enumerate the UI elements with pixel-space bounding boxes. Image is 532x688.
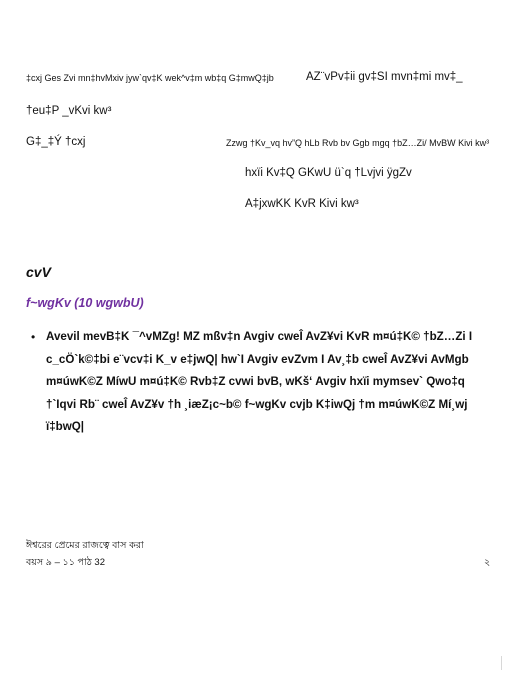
paragraph-line: Avevil mevB‡K ¯^vMZg! MZ mßv‡n Avgiv cweÎ AvZ¥vi KvR m¤ú‡K© †bZ…Zi I [46,330,473,343]
header-line3-left: G‡_‡Ý †cxj [26,136,86,148]
paragraph-line: m¤úwK©Z MíwU m¤ú‡K© Rvb‡Z cvwi bvB, wKš‘ Avgiv hxïi mymsev` Qwo‡q [46,375,465,388]
bullet-marker: • [31,330,36,344]
footer-lesson: বয়স ৯ – ১১ পাঠ 32 [26,557,105,568]
header-line3-right: Zzwg †Kv_vq hv”Q hLb Rvb bv Ggb mgq †bZ…Zi/ MvBW Kivi kw³ [226,138,490,148]
header-line5: A‡jxwKK KvR Kivi kw³ [245,198,359,210]
paragraph-line: ï‡bwQ| [46,420,85,433]
section-subheading: f~wgKv (10 wgwbU) [26,296,144,310]
header-line1-right: AZ¨vPv‡ii gv‡SI mvn‡mi mv‡_ [306,71,463,83]
header-line4: hxïi Kv‡Q GKwU ü`q †Lvjvi ÿgZv [245,167,412,179]
paragraph-line: †`Iqvi Rb¨ cweÎ AvZ¥v †h ¸iæZ¡c~b© f~wgKv cvjb K‡iwQj †m m¤úwK©Z Mí¸wj [46,397,468,411]
body-paragraph [46,326,486,439]
footer-title: ঈশ্বরের প্রেমের রাজত্বে বাস করা [26,540,144,551]
header-line1-left: ‡cxj Ges Zvi mn‡hvMxiv jyw`qv‡K wek^v‡m wb‡q G‡mwQ‡jb [26,73,274,83]
page-number: ২ [484,557,491,568]
paragraph-line: c_cÖ`k©‡bi e¨vcv‡i K_v e‡jwQ| hw`I Avgiv evZvm I Av¸‡b cweÎ AvZ¥vi AvMgb [46,352,469,366]
header-line2: †eu‡P _vKvi kw³ [26,105,112,117]
section-heading: cvV [26,264,51,280]
page-edge-divider [501,656,502,670]
